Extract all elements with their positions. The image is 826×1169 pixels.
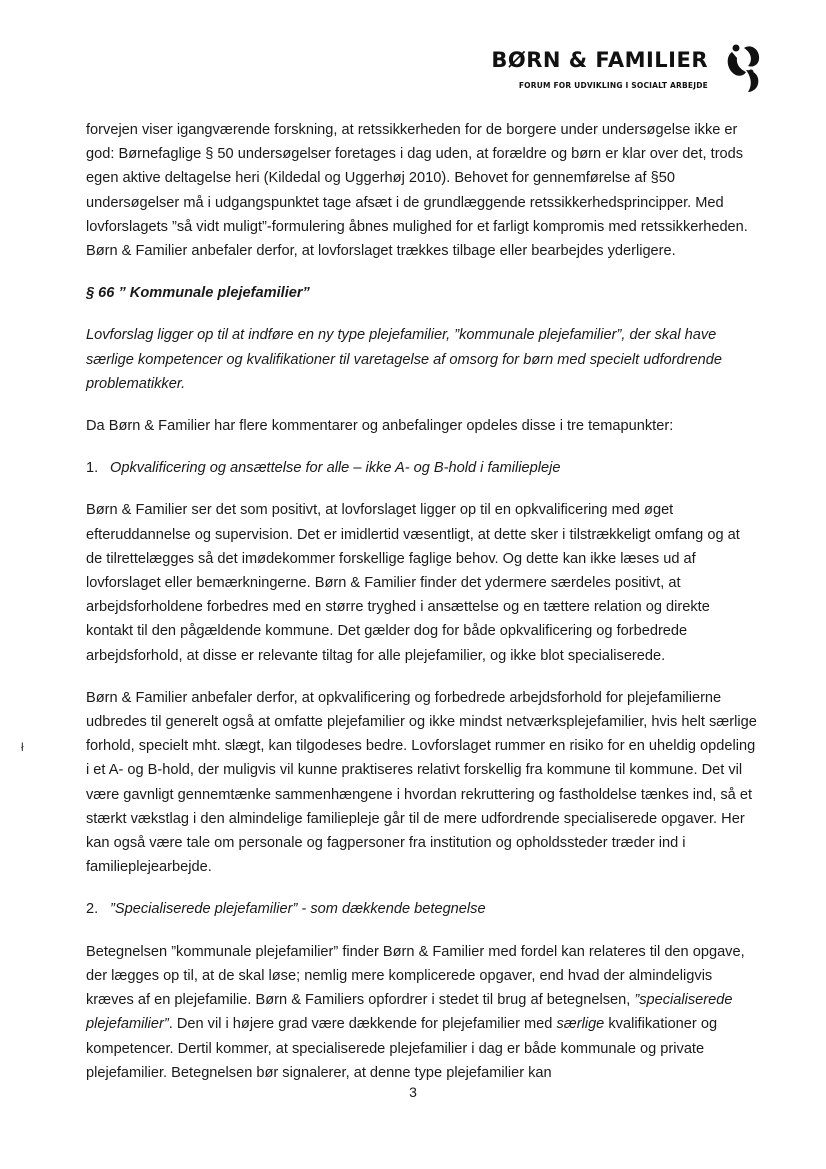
paragraph [86,940,758,1085]
text-run: . Den vil i højere grad være dækkende for plejefamilier med [168,1016,557,1033]
section-heading: § 66 ” Kommunale plejefamilier” [86,285,310,302]
margin-mark: ł [21,740,24,754]
text-run-italic: særlige [556,1016,605,1033]
family-logo-icon [724,42,764,94]
paragraph: Børn & Familier anbefaler derfor, at opkvalificering og forbedrede arbejdsforhold for plejefamilierne udbredes til generelt også at omfatte plejefamilier og ikke mindst netværksplejefamilier, hvis helt særlige forhold, specielt mht. slægt, kan tilgodeses bedre. Lovforslaget rummer en risiko for en uheldig opdeling i et A- og B-hold, der muligvis vil kunne praktiseres relativt forskellig fra kommune til kommune. Det vil være gavnligt gennemtænke sammenhængene i hvordan rekruttering og fastholdelse tænkes ind, så et stærkt vækstlag i den almindelige familiepleje går til de mere udfordrende specialiserede opgaver. Her kan også være tale om personale og fagpersoner fra institution og opholdssteder træder ind i familieplejearbejde. [86,689,757,876]
logo-title: BØRN & FAMILIER [491,48,708,72]
text-run: Betegnelsen ”kommunale plejefamilier” finder Børn & Familier med fordel kan relateres til den opgave, der lægges op til, at de skal løse; nemlig mere komplicerede opgaver, end hvad der almindeligvis kræves af en plejefamilie. Børn & Familiers opfordrer i stedet til brug af betegnelsen, [86,943,745,1009]
paragraph: Da Børn & Familier har flere kommentarer og anbefalinger opdeles disse i tre temapunkter: [86,418,674,435]
item-number: 2. [86,901,99,918]
item-number: 1. [86,460,99,477]
page-number: 3 [409,1084,417,1100]
paragraph: Børn & Familier ser det som positivt, at lovforslaget ligger op til en opkvalificering med øget efteruddannelse og supervision. Det er imidlertid væsentligt, at dette sker i tilstrækkeligt omfang og at de tilrettelægges så det imødekommer forskellige faglige behov. Og dette kan ikke læses ud af lovforslaget eller bemærkningerne. Børn & Familier finder det ydermere særdeles positivt, at arbejdsforholdene forbedres med en større tryghed i ansættelse og en tættere relation og direkte kontakt til den pågældende kommune. Det gælder dog for både opkvalificering og forbedrede arbejdsforhold, at disse er relevante tiltag for alle plejefamilier, og ikke blot specialiserede. [86,502,740,664]
header-logo [464,38,764,98]
item-text: Opkvalificering og ansættelse for alle – ikke A- og B-hold i familiepleje [110,460,561,477]
text-run: kvalifikationer og kompetencer. Dertil kommer, at specialiserede plejefamilier i dag er både kommunale og private plejefamilier. Betegnelsen bør signalerer, at denne type plejefamilier kan [86,1016,718,1081]
text-run-italic: ”specialiserede plejefamilier” [86,992,733,1033]
numbered-item-2 [86,897,758,921]
paragraph: forvejen viser igangværende forskning, at retssikkerheden for de borgere under undersøgelse ikke er god: Børnefaglige § 50 undersøgelser foretages i dag uden, at forældre og børn er klar over det, trods egen aktive deltagelse heri (Kildedal og Uggerhøj 2010). Behovet for gennemførelse af §50 undersøgelser må i udgangspunktet tage afsæt i de grundlæggende retssikkerhedsprincipper. Med lovforslagets ”så vidt muligt”-formulering åbnes mulighed for et farligt kompromis med retssikkerheden. Børn & Familier anbefaler derfor, at lovforslaget trækkes tilbage eller bearbejdes yderligere. [86,122,748,260]
logo-subtitle: FORUM FOR UDVIKLING I SOCIALT ARBEJDE [518,81,708,90]
document-body [86,118,758,1085]
paragraph-italic: Lovforslag ligger op til at indføre en ny type plejefamilier, ”kommunale plejefamilier”, der skal have særlige kompetencer og kvalifikationer til varetagelse af omsorg for børn med specielt udfordrende problematikker. [86,327,722,392]
item-text: ”Specialiserede plejefamilier” - som dækkende betegnelse [110,901,486,918]
numbered-item-1 [86,456,758,480]
